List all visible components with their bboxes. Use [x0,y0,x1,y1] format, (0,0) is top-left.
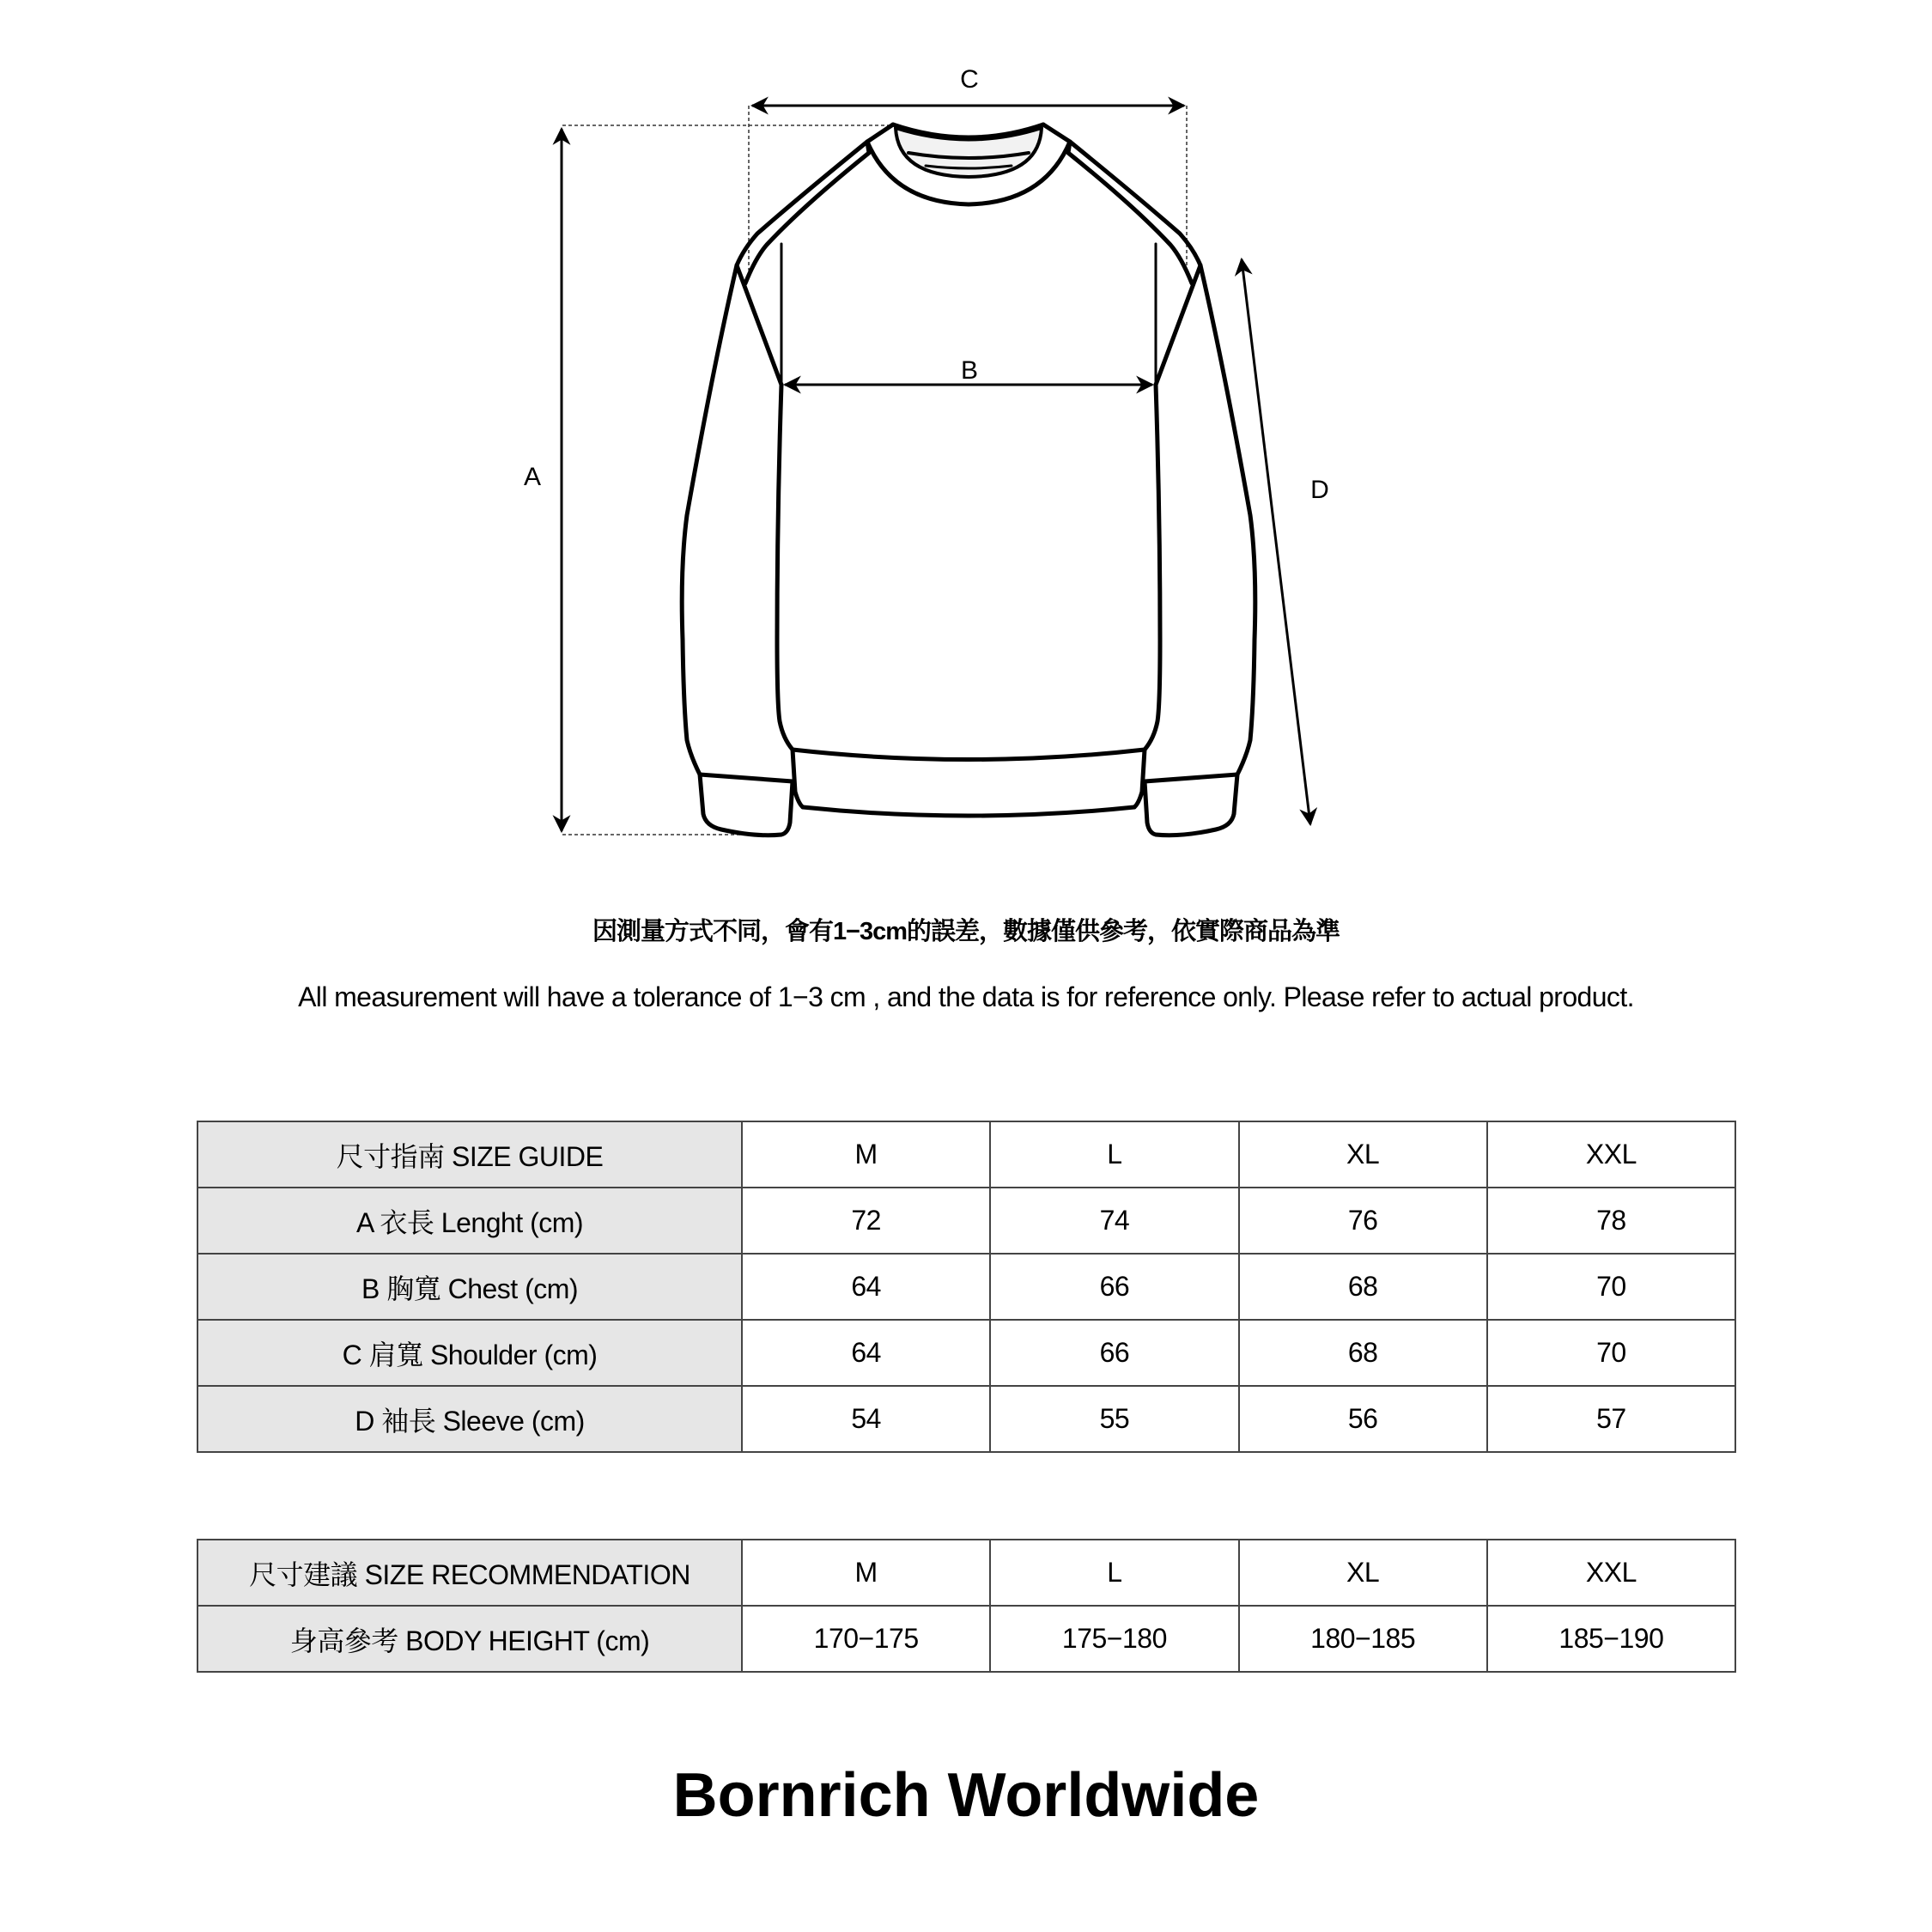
table-row-shoulder [197,1320,1735,1386]
cell-value: 66 [990,1254,1238,1320]
table-row-body-height [197,1606,1735,1672]
cell-value: 55 [990,1386,1238,1452]
table-row-length [197,1188,1735,1254]
label-c: C [960,65,979,94]
row-label: 身高參考 BODY HEIGHT (cm) [197,1606,742,1672]
sweater-measurement-diagram [0,0,1932,859]
row-label: C 肩寬 Shoulder (cm) [197,1320,742,1386]
row-label: B 胸寬 Chest (cm) [197,1254,742,1320]
size-recommendation-table [197,1539,1736,1673]
table-row-sleeve [197,1386,1735,1452]
cell-value: 64 [742,1320,990,1386]
cell-value: 64 [742,1254,990,1320]
cell-value: 56 [1239,1386,1487,1452]
size-column-xxl: XXL [1487,1540,1735,1606]
cell-value: 70 [1487,1320,1735,1386]
cell-value: 57 [1487,1386,1735,1452]
label-b: B [960,356,979,385]
cell-value: 70 [1487,1254,1735,1320]
cell-value: 170−175 [742,1606,990,1672]
brand-name: Bornrich Worldwide [672,1761,1260,1830]
label-a: A [523,463,542,491]
size-column-m: M [742,1121,990,1188]
tolerance-note-chinese: 因測量方式不同，會有1−3cm的誤差，數據僅供參考，依實際商品為準 [592,918,1340,945]
cell-value: 68 [1239,1254,1487,1320]
row-label: A 衣長 Lenght (cm) [197,1188,742,1254]
table-row-chest [197,1254,1735,1320]
table-header-row [197,1540,1735,1606]
tolerance-note-english: All measurement will have a tolerance of 1−3 cm , and the data is for reference only. Please refer to actual product. [298,981,1634,1012]
size-recommendation-header: 尺寸建議 SIZE RECOMMENDATION [197,1540,742,1606]
cell-value: 72 [742,1188,990,1254]
sweater-outline [682,125,1255,835]
size-column-xxl: XXL [1487,1121,1735,1188]
size-column-l: L [990,1121,1238,1188]
size-column-m: M [742,1540,990,1606]
cell-value: 74 [990,1188,1238,1254]
cell-value: 66 [990,1320,1238,1386]
measurement-arrows [562,106,1310,831]
cell-value: 175−180 [990,1606,1238,1672]
size-column-xl: XL [1239,1121,1487,1188]
size-guide-header: 尺寸指南 SIZE GUIDE [197,1121,742,1188]
size-column-l: L [990,1540,1238,1606]
cell-value: 76 [1239,1188,1487,1254]
cell-value: 185−190 [1487,1606,1735,1672]
guide-lines [562,106,1187,835]
label-d: D [1310,476,1329,504]
size-guide-table [197,1121,1736,1453]
cell-value: 68 [1239,1320,1487,1386]
table-header-row [197,1121,1735,1188]
cell-value: 180−185 [1239,1606,1487,1672]
cell-value: 78 [1487,1188,1735,1254]
row-label: D 袖長 Sleeve (cm) [197,1386,742,1452]
size-column-xl: XL [1239,1540,1487,1606]
cell-value: 54 [742,1386,990,1452]
